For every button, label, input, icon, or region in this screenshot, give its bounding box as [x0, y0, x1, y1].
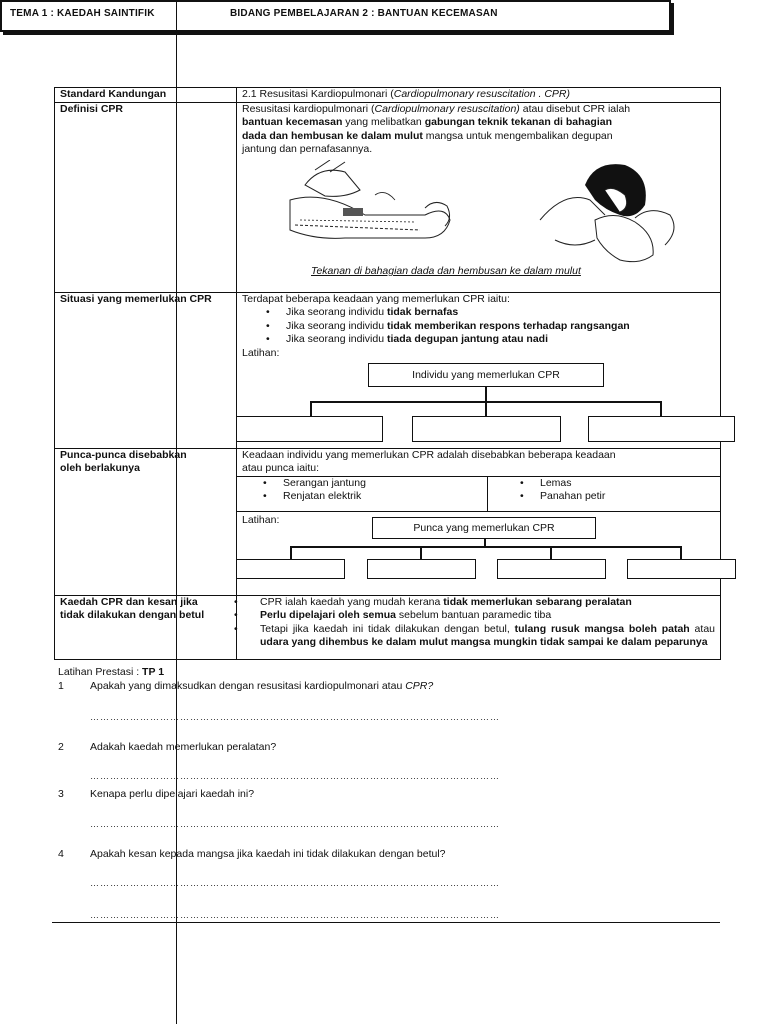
- answer-line[interactable]: ……………………………………………………………………………………………………………: [90, 878, 500, 888]
- tema-title: TEMA 1 : KAEDAH SAINTIFIK: [10, 8, 155, 19]
- mouth-to-mouth-illustration: [535, 160, 685, 270]
- question-number: 1: [58, 680, 64, 692]
- situasi-diagram-top: Individu yang memerlukan CPR: [368, 363, 604, 387]
- chest-compression-illustration: [285, 160, 455, 260]
- connector: [680, 546, 682, 559]
- answer-line[interactable]: ……………………………………………………………………………………………………………: [90, 819, 500, 829]
- definisi-label: Definisi CPR: [55, 102, 237, 292]
- question-text: Apakah kesan kepada mangsa jika kaedah ini tidak dilakukan dengan betul?: [90, 848, 446, 860]
- connector: [550, 546, 552, 559]
- punca-answer-box-3[interactable]: [497, 559, 606, 579]
- punca-answer-box-1[interactable]: [236, 559, 345, 579]
- connector: [290, 546, 682, 548]
- punca-answer-box-4[interactable]: [627, 559, 736, 579]
- punca-label: Punca-punca disebabkan oleh berlakunya: [55, 448, 237, 595]
- answer-line[interactable]: ……………………………………………………………………………………………………………: [90, 712, 500, 722]
- kaedah-label: Kaedah CPR dan kesan jika tidak dilakukan dengan betul: [55, 595, 237, 659]
- situasi-answer-box-3[interactable]: [588, 416, 735, 442]
- kaedah-text: [237, 595, 721, 659]
- situasi-text: Terdapat beberapa keadaan yang memerlukan CPR iaitu: • Jika seorang individu tidak bernafas • Jika seorang individu tidak memberikan respons terhadap rangsangan • Jika seorang individu tiada degupan jantung atau nadi Latihan:: [237, 292, 721, 448]
- punca-diagram-top: Punca yang memerlukan CPR: [372, 517, 596, 539]
- list-item: • Perlu dipelajari oleh semua sebelum bantuan paramedic tiba: [254, 609, 715, 623]
- connector: [485, 401, 487, 416]
- question-text: Adakah kaedah memerlukan peralatan?: [90, 741, 277, 753]
- connector: [660, 401, 662, 416]
- question-number: 2: [58, 741, 64, 753]
- question-number: 3: [58, 788, 64, 800]
- list-item: • Tetapi jika kaedah ini tidak dilakukan dengan betul, tulang rusuk mangsa boleh patah atau udara yang dihembus ke dalam mulut mangsa mungkin tidak sampai ke dalam peparunya: [254, 623, 715, 650]
- bidang-title: BIDANG PEMBELAJARAN 2 : BANTUAN KECEMASAN: [230, 8, 498, 19]
- connector: [290, 546, 292, 559]
- situasi-label: Situasi yang memerlukan CPR: [55, 292, 237, 448]
- list-item: • Serangan jantung: [283, 477, 487, 491]
- list-item: • Jika seorang individu tidak bernafas: [286, 306, 715, 320]
- answer-line[interactable]: ……………………………………………………………………………………………………………: [90, 910, 500, 920]
- punca-text: Keadaan individu yang memerlukan CPR adalah disebabkan beberapa keadaan atau punca iaitu: • Serangan jantung • Renjatan elektrik • Lemas • Panahan petir Latihan:: [237, 448, 721, 595]
- list-item: • Panahan petir: [540, 490, 720, 504]
- question-text: Kenapa perlu dipelajari kaedah ini?: [90, 788, 255, 800]
- question-text: Apakah yang dimaksudkan dengan resusitasi kardiopulmonari atau CPR?: [90, 680, 434, 692]
- latihan-prestasi: Latihan Prestasi : TP 1: [58, 666, 165, 678]
- connector: [420, 546, 422, 559]
- bottom-rule: [52, 922, 720, 923]
- list-item: • CPR ialah kaedah yang mudah kerana tidak memerlukan sebarang peralatan: [254, 596, 715, 610]
- answer-line[interactable]: ……………………………………………………………………………………………………………: [90, 771, 500, 781]
- list-item: • Jika seorang individu tidak memberikan respons terhadap rangsangan: [286, 320, 715, 334]
- illustration-caption: Tekanan di bahagian dada dan hembusan ke dalam mulut: [311, 265, 581, 277]
- connector: [485, 387, 487, 401]
- question-number: 4: [58, 848, 64, 860]
- standard-text: 2.1 Resusitasi Kardiopulmonari (Cardiopulmonary resuscitation . CPR): [237, 88, 721, 103]
- standard-label: Standard Kandungan: [55, 88, 237, 103]
- punca-answer-box-2[interactable]: [367, 559, 476, 579]
- definisi-text: Resusitasi kardiopulmonari (Cardiopulmonary resuscitation) atau disebut CPR ialah bantuan kecemasan yang melibatkan gabungan teknik tekanan di bahagian dada dan hembusan ke dalam mulut mangsa untuk mengembalikan degupan jantung dan pernafasannya.: [237, 102, 721, 292]
- situasi-answer-box-2[interactable]: [412, 416, 561, 442]
- list-item: • Jika seorang individu tiada degupan jantung atau nadi: [286, 333, 715, 347]
- list-item: • Lemas: [540, 477, 720, 491]
- situasi-answer-box-1[interactable]: [236, 416, 383, 442]
- list-item: • Renjatan elektrik: [283, 490, 487, 504]
- connector: [310, 401, 312, 416]
- header-box: [0, 0, 671, 32]
